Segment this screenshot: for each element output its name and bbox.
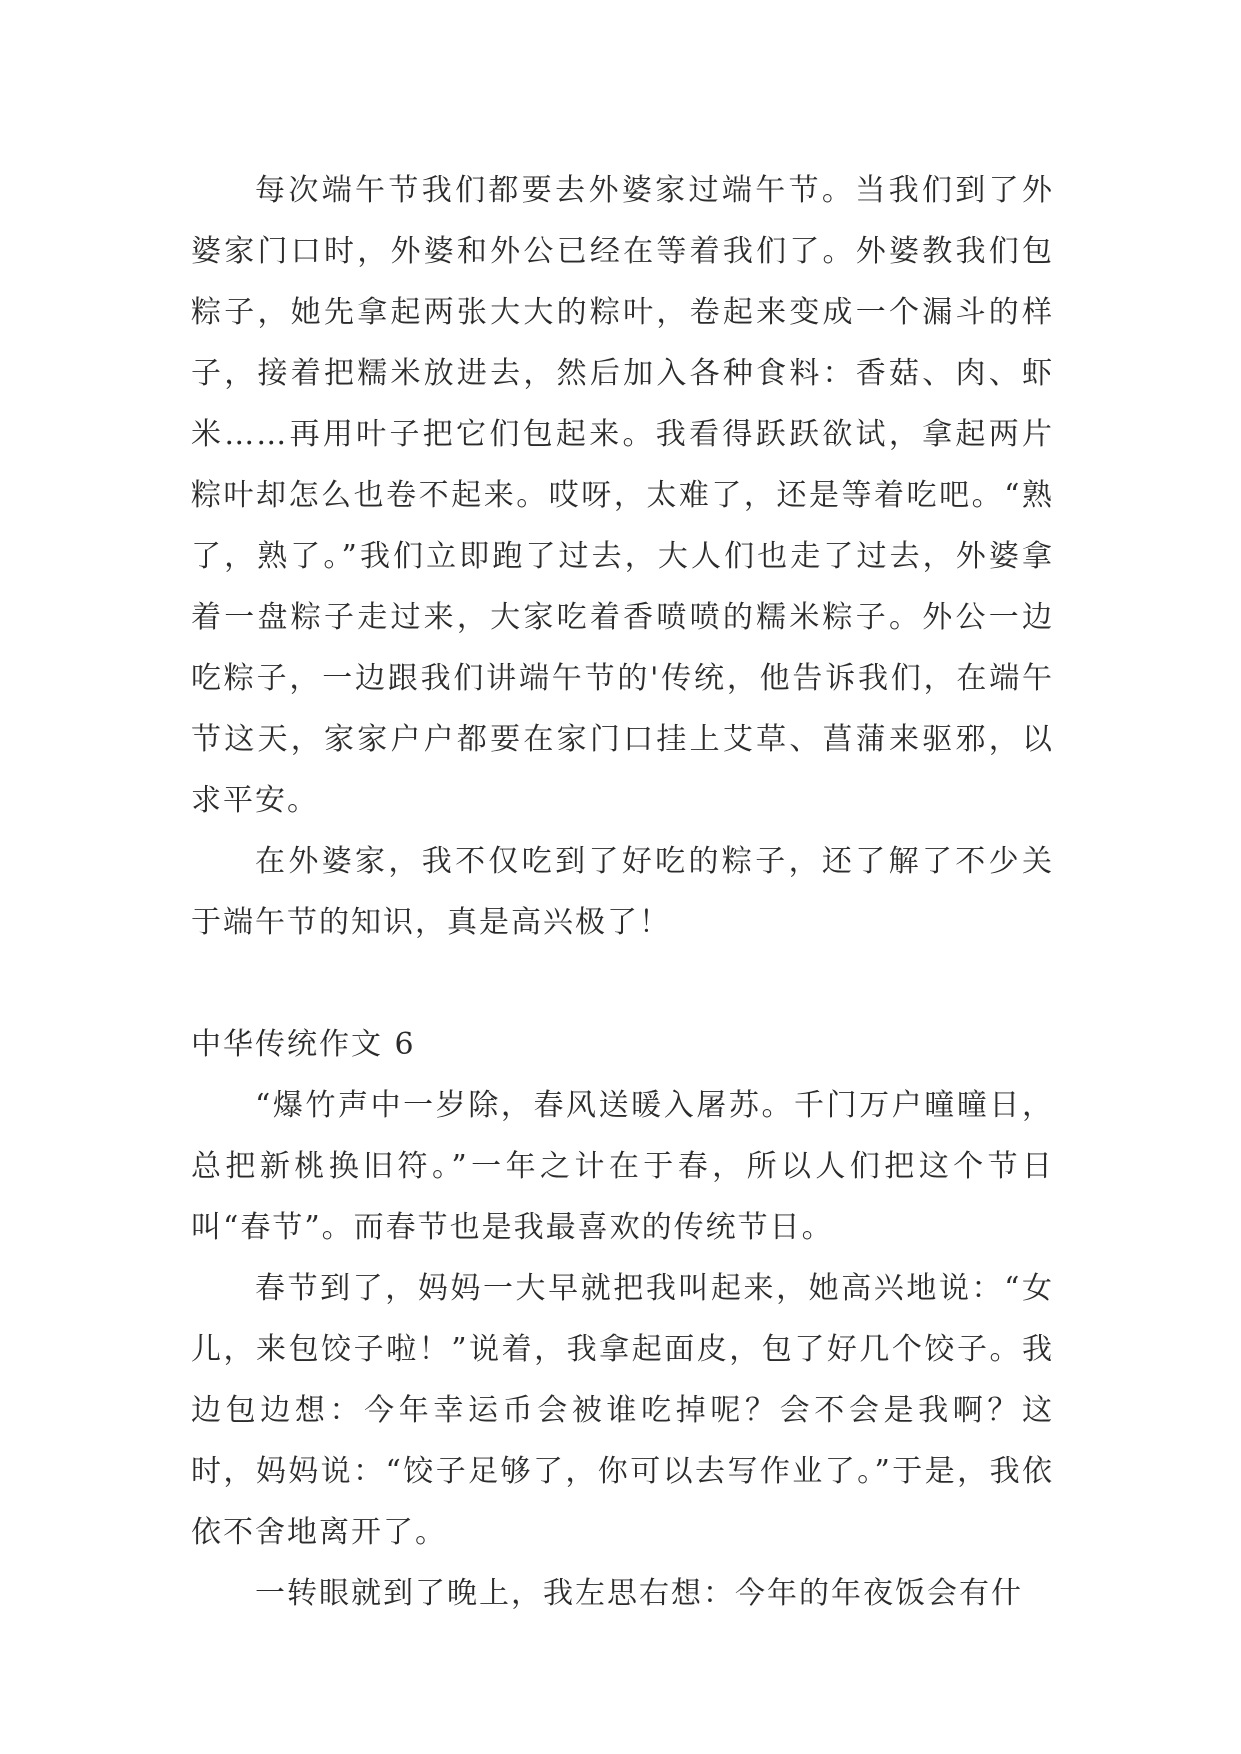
paragraph-dragon-boat-visit: 每次端午节我们都要去外婆家过端午节。当我们到了外婆家门口时，外婆和外公已经在等着我们了。外婆教我们包粽子，她先拿起两张大大的粽叶，卷起来变成一个漏斗的样子，接着把糯米放进去，然后加入各种食料：香菇、肉、虾米……再用叶子把它们包起来。我看得跃跃欲试，拿起两片粽叶却怎么也卷不起来。哎呀，太难了，还是等着吃吧。“熟了，熟了。”我们立即跑了过去，大人们也走了过去，外婆拿着一盘粽子走过来，大家吃着香喷喷的糯米粽子。外公一边吃粽子，一边跟我们讲端午节的'传统，他告诉我们，在端午节这天，家家户户都要在家门口挂上艾草、菖蒲来驱邪，以求平安。: [191, 173, 1054, 818]
paragraph-dumplings: 春节到了，妈妈一大早就把我叫起来，她高兴地说：“女儿，来包饺子啦！”说着，我拿起面皮，包了好几个饺子。我边包边想：今年幸运币会被谁吃掉呢？会不会是我啊？这时，妈妈说：“饺子足够了，你可以去写作业了。”于是，我依依不舍地离开了。: [191, 1271, 1054, 1550]
document-body: [191, 160, 1054, 1624]
paragraph-new-year-eve: 一转眼就到了晚上，我左思右想：今年的年夜饭会有什: [255, 1576, 1023, 1611]
section-title: 中华传统作文 6: [191, 1027, 416, 1062]
paragraph-spring-festival-intro: “爆竹声中一岁除，春风送暖入屠苏。千门万户曈曈日，总把新桃换旧符。”一年之计在于春，所以人们把这个节日叫“春节”。而春节也是我最喜欢的传统节日。: [191, 1088, 1054, 1245]
section-spacer: [191, 953, 1054, 1014]
paragraph-dragon-boat-conclusion: 在外婆家，我不仅吃到了好吃的粽子，还了解了不少关于端午节的知识，真是高兴极了！: [191, 844, 1054, 940]
